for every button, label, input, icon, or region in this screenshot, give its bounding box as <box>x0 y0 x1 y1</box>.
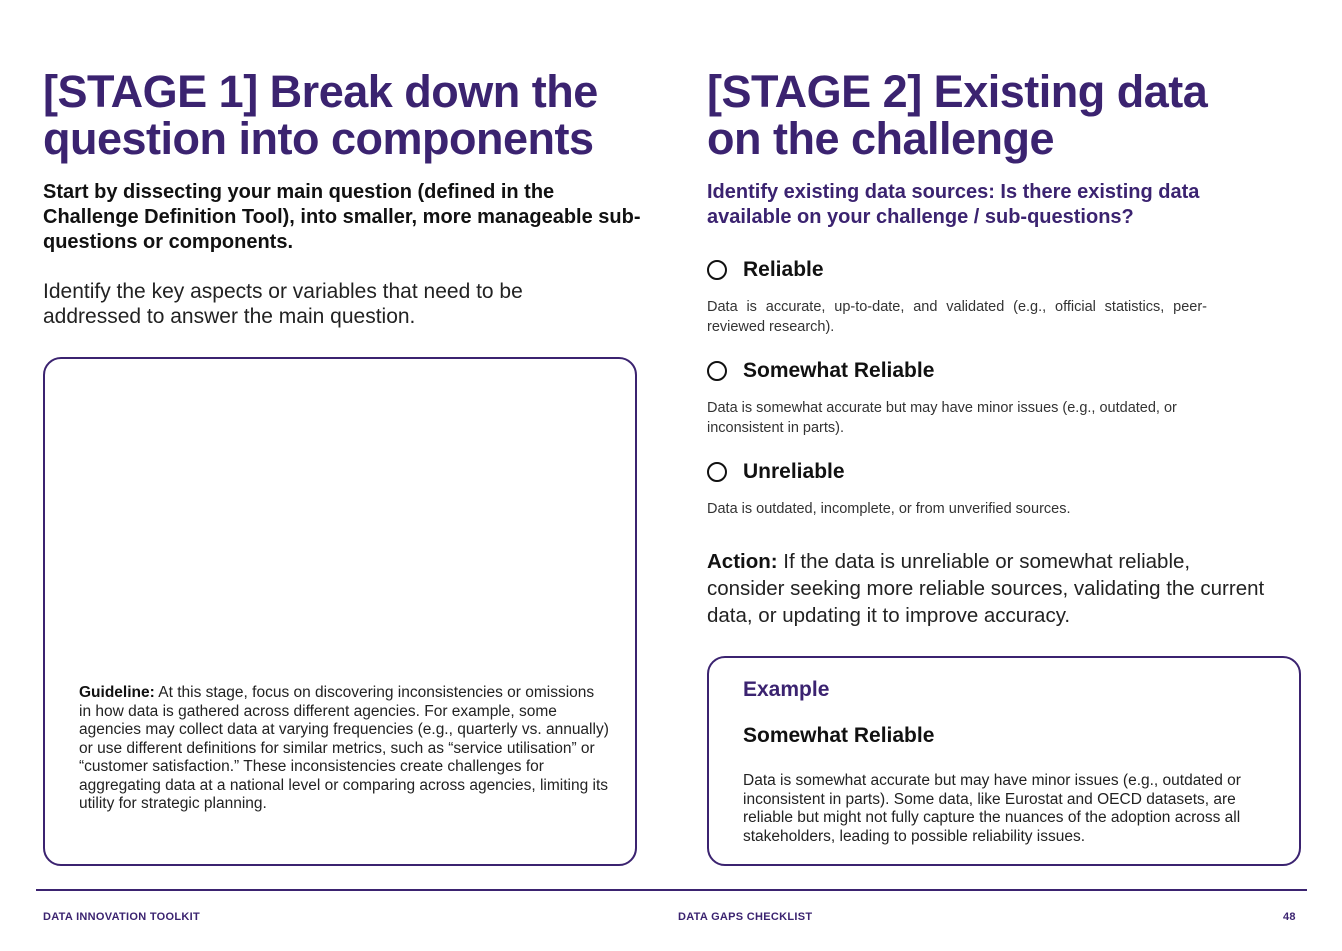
stage2-title-line1: [STAGE 2] Existing data <box>707 66 1208 117</box>
option-somewhat-reliable-label: Somewhat Reliable <box>743 359 935 382</box>
guideline-label: Guideline: <box>79 684 155 701</box>
components-input-box[interactable] <box>43 357 637 866</box>
option-reliable[interactable] <box>707 258 824 282</box>
footer-section-name: DATA GAPS CHECKLIST <box>678 911 813 923</box>
radio-somewhat-reliable[interactable] <box>707 361 727 381</box>
footer-toolkit-name: DATA INNOVATION TOOLKIT <box>43 911 201 923</box>
stage1-title-line1: [STAGE 1] Break down the <box>43 66 598 117</box>
option-somewhat-reliable-desc: Data is somewhat accurate but may have minor issues (e.g., outdated, or inconsistent in parts). <box>707 400 1177 436</box>
action-label: Action: <box>707 550 778 573</box>
action-text: If the data is unreliable or somewhat reliable, consider seeking more reliable sources, validating the current data, or updating it to improve accuracy. <box>707 550 1265 627</box>
guideline-text: At this stage, focus on discovering inconsistencies or omissions in how data is gathered across different agencies. For example, some agencies may collect data at varying frequencies (e.g., quarterly vs. annually) or use different definitions for similar metrics, such as “service utilisation” or “customer satisfaction.” These inconsistencies create challenges for aggregating data at a national level or comparing across agencies, limiting its utility for strategic planning. <box>79 684 609 812</box>
option-reliable-desc: Data is accurate, up-to-date, and validated (e.g., official statistics, peer-reviewed research). <box>707 299 1207 335</box>
stage1-title-line2: question into components <box>43 113 594 164</box>
option-unreliable[interactable] <box>707 460 845 484</box>
guideline-note <box>79 684 609 814</box>
example-box <box>707 656 1301 866</box>
radio-unreliable[interactable] <box>707 462 727 482</box>
footer-divider <box>36 889 1307 891</box>
example-subtitle: Somewhat Reliable <box>743 724 935 747</box>
example-text: Data is somewhat accurate but may have minor issues (e.g., outdated or inconsistent in parts). Some data, like Eurostat and OECD datasets, are reliable but might not fully capture the nuances of the adoption across all stakeholders, leading to possible reliability issues. <box>743 772 1241 845</box>
option-reliable-label: Reliable <box>743 258 824 281</box>
footer-page-number: 48 <box>1283 911 1296 923</box>
stage2-title-line2: on the challenge <box>707 113 1055 164</box>
radio-reliable[interactable] <box>707 260 727 280</box>
example-title: Example <box>743 678 830 701</box>
action-note <box>707 548 1267 629</box>
stage1-body: Identify the key aspects or variables that need to be addressed to answer the main question. <box>43 280 523 328</box>
stage2-lead: Identify existing data sources: Is there existing data available on your challenge / sub-questions? <box>707 181 1200 228</box>
option-unreliable-label: Unreliable <box>743 460 845 483</box>
stage1-title <box>43 68 663 162</box>
stage1-lead: Start by dissecting your main question (defined in the Challenge Definition Tool), into smaller, more manageable sub-questions or components. <box>43 181 641 253</box>
option-somewhat-reliable[interactable] <box>707 359 934 383</box>
stage2-title <box>707 68 1327 162</box>
option-unreliable-desc: Data is outdated, incomplete, or from unverified sources. <box>707 501 1071 517</box>
